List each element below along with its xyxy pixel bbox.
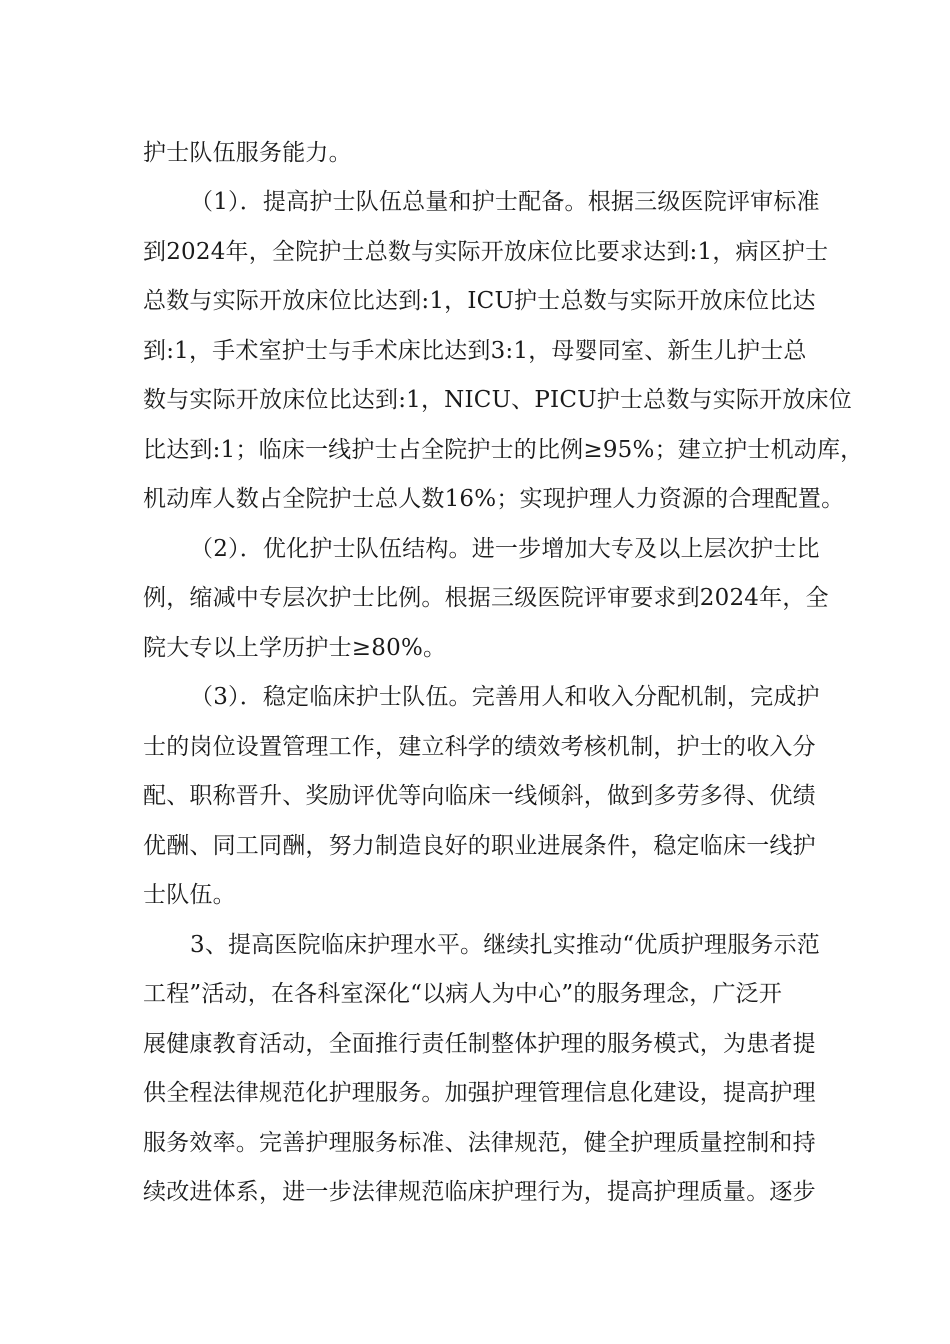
text-line-16: 士队伍。 <box>143 882 236 908</box>
text-line-21: 服务效率。完善护理服务标准、法律规范，健全护理质量控制和持 <box>143 1130 816 1156</box>
text-line-15: 优酬、同工同酬，努力制造良好的职业进展条件，稳定临床一线护 <box>143 833 816 859</box>
text-line-1: 护士队伍服务能力。 <box>143 140 352 166</box>
text-line-20: 供全程法律规范化护理服务。加强护理管理信息化建设，提高护理 <box>143 1080 816 1106</box>
text-line-10: 例，缩减中专层次护士比例。根据三级医院评审要求到2024年，全 <box>143 585 829 611</box>
text-line-8: 机动库人数占全院护士总人数16%；实现护理人力资源的合理配置。 <box>143 486 845 512</box>
text-line-13: 士的岗位设置管理工作，建立科学的绩效考核机制，护士的收入分 <box>143 734 816 760</box>
text-line-12: （3）．稳定临床护士队伍。完善用人和收入分配机制，完成护 <box>190 684 820 710</box>
text-line-14: 配、职称晋升、奖励评优等向临床一线倾斜，做到多劳多得、优绩 <box>143 783 816 809</box>
text-line-3: 到2024年，全院护士总数与实际开放床位比要求达到:1，病区护士 <box>143 239 829 265</box>
text-line-19: 展健康教育活动，全面推行责任制整体护理的服务模式，为患者提 <box>143 1031 816 1057</box>
text-line-4: 总数与实际开放床位比达到:1，ICU护士总数与实际开放床位比达 <box>143 288 816 314</box>
text-line-2: （1）．提高护士队伍总量和护士配备。根据三级医院评审标准 <box>190 189 820 215</box>
text-line-6: 数与实际开放床位比达到:1，NICU、PICU护士总数与实际开放床位 <box>143 387 852 413</box>
text-line-9: （2）．优化护士队伍结构。进一步增加大专及以上层次护士比 <box>190 536 820 562</box>
text-line-18: 工程”活动，在各科室深化“以病人为中心”的服务理念，广泛开 <box>143 981 783 1007</box>
text-line-5: 到:1，手术室护士与手术床比达到3:1，母婴同室、新生儿护士总 <box>143 338 807 364</box>
text-line-11: 院大专以上学历护士≥80%。 <box>143 635 447 661</box>
text-line-22: 续改进体系，进一步法律规范临床护理行为，提高护理质量。逐步 <box>143 1179 816 1205</box>
text-line-7: 比达到:1；临床一线护士占全院护士的比例≥95%；建立护士机动库， <box>143 437 864 463</box>
text-line-17: 3、提高医院临床护理水平。继续扎实推动“优质护理服务示范 <box>190 932 820 958</box>
